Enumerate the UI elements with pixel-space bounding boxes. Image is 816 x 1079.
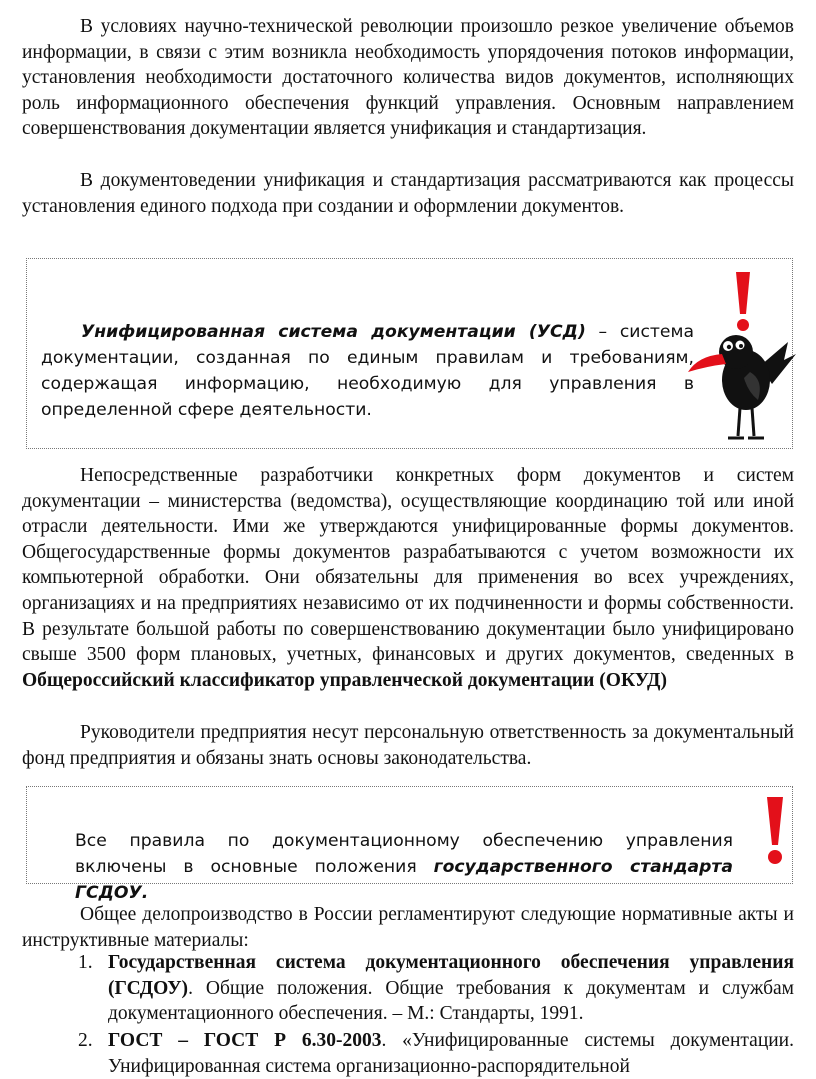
- gsdou-standard: государственного стандарта ГСДОУ.: [75, 857, 733, 903]
- paragraph-responsibility-text: Руководители предприятия несут персональную ответственность за документальный фонд предприятия и обязаны знать основы законодательства.: [22, 722, 794, 769]
- gsdou-note: [75, 828, 733, 906]
- gsdou-note-text: Все правила по документационному обеспечению управления включены в основные положения: [75, 831, 733, 877]
- list-item-number: 2.: [78, 1030, 93, 1051]
- exclamation-icon: [760, 795, 790, 865]
- okud-name: Общероссийский классификатор управленческой документации (ОКУД): [22, 669, 667, 691]
- list-item-title: ГОСТ – ГОСТ Р 6.30-2003: [108, 1030, 382, 1051]
- paragraph-unification: [22, 168, 794, 219]
- note-box-gsdou: [26, 786, 793, 903]
- list-item: [108, 950, 794, 1027]
- usd-definition: [41, 319, 694, 423]
- list-item-number: 1.: [78, 952, 93, 973]
- paragraph-responsibility: [22, 720, 794, 771]
- usd-term: Унифицированная система документации (УСД): [81, 322, 586, 342]
- paragraph-developers-text: Непосредственные разработчики конкретных форм документов и систем документации – министерства (ведомства), осуществляющие координацию той или иной отрасли деятельности. Ими же утверждаются унифицированные формы документов. Общегосударственные формы документов разрабатываются с учетом возможности их компьютерной обработки. Они обязательны для применения во всех учреждениях, организациях и на предприятиях независимо от их подчиненности и формы собственности. В результате большой работы по совершенствованию документации было унифицировано свыше 3500 форм плановых, учетных, финансовых и других документов, сведенных в: [22, 465, 794, 666]
- paragraph-regulations: [22, 902, 794, 953]
- list-item: [108, 1028, 794, 1079]
- paragraph-regulations-text: Общее делопроизводство в России регламентируют следующие нормативные акты и инструктивные материалы:: [22, 904, 794, 951]
- list-item-text: . «Унифицированные системы документации. Унифицированная система организационно-распорядительной: [108, 1030, 794, 1077]
- paragraph-intro: [22, 14, 794, 142]
- paragraph-unification-text: В документоведении унификация и стандартизация рассматриваются как процессы установления единого подхода при создании и оформлении документов.: [22, 170, 794, 217]
- list-item-text: . Общие положения. Общие требования к документам и службам документационного обеспечения. – М.: Стандарты, 1991.: [108, 977, 794, 1025]
- list-item-title: Государственная система документационного обеспечения управления (ГСДОУ): [108, 952, 794, 999]
- definition-box-usd: [26, 258, 793, 449]
- crow-exclamation-icon: [688, 268, 798, 446]
- paragraph-developers: [22, 463, 794, 693]
- usd-definition-text: – система документации, созданная по единым правилам и требованиям, содержащая информацию, необходимую для управления в определенной сфере деятельности.: [41, 322, 694, 420]
- paragraph-intro-text: В условиях научно-технической революции произошло резкое увеличение объемов информации, в связи с этим возникла необходимость упорядочения потоков информации, установления необходимости достаточного количества видов документов, исполняющих роль информационного обеспечения функций управления. Основным направлением совершенствования документации является унификация и стандартизация.: [22, 16, 794, 140]
